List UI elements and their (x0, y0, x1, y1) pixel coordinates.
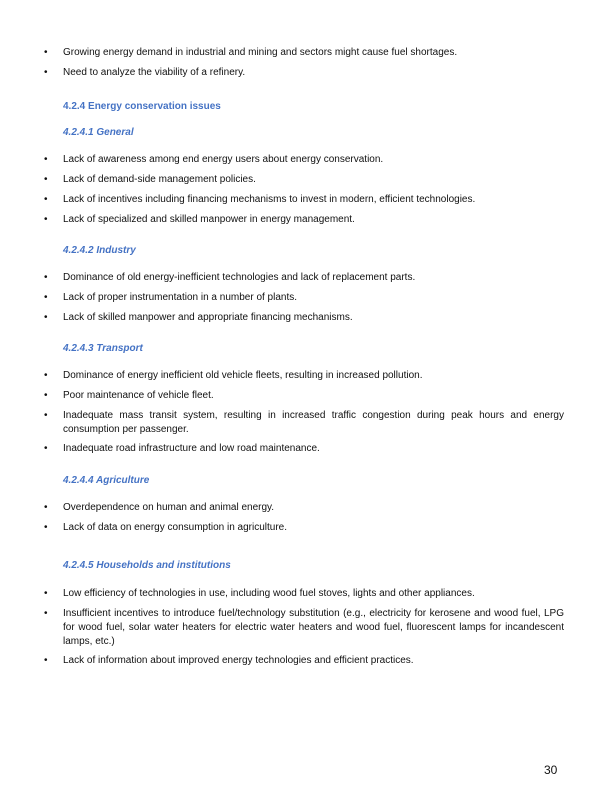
bullet-item: • Need to analyze the viability of a refinery. (44, 67, 246, 78)
bullet-icon: • (44, 67, 48, 78)
bullet-icon: • (44, 47, 48, 58)
section-heading: 4.2.4 Energy conservation issues (63, 101, 221, 112)
bullet-item: • Lack of information about improved energy technologies and efficient practices. (44, 655, 414, 666)
subsection-heading: 4.2.4.1 General (63, 127, 134, 138)
subsection-heading: 4.2.4.3 Transport (63, 343, 143, 354)
bullet-item: • Inadequate road infrastructure and low road maintenance. (44, 443, 320, 454)
subsection-heading: 4.2.4.4 Agriculture (63, 475, 150, 486)
bullet-icon: • (44, 292, 48, 303)
bullet-item: • Lack of awareness among end energy users about energy conservation. (44, 154, 384, 165)
bullet-item: • Growing energy demand in industrial and mining and sectors might cause fuel shortages. (44, 47, 458, 58)
bullet-icon: • (44, 154, 48, 165)
bullet-icon: • (44, 174, 48, 185)
page-number: 30 (544, 763, 558, 777)
bullet-item: • Overdependence on human and animal energy. (44, 502, 275, 513)
bullet-icon: • (44, 390, 48, 401)
bullet-item: • Insufficient incentives to introduce fuel/technology substitution (e.g., electricity for kerosene and wood fuel, LPG for wood fuel, solar water heaters for electric water heaters and wood fuel, fluorescent lamps for incandescent lamps, etc.) (44, 608, 564, 647)
bullet-icon: • (44, 522, 48, 533)
bullet-icon: • (44, 272, 48, 283)
bullet-icon: • (44, 410, 48, 421)
bullet-item: • Lack of proper instrumentation in a number of plants. (44, 292, 298, 303)
bullet-icon: • (44, 608, 48, 619)
bullet-item: • Poor maintenance of vehicle fleet. (44, 390, 214, 401)
subsection-heading: 4.2.4.2 Industry (63, 245, 136, 256)
bullet-item: • Lack of incentives including financing mechanisms to invest in modern, efficient technologies. (44, 194, 476, 205)
bullet-icon: • (44, 443, 48, 454)
bullet-icon: • (44, 194, 48, 205)
bullet-icon: • (44, 588, 48, 599)
bullet-item: • Dominance of old energy-inefficient technologies and lack of replacement parts. (44, 272, 416, 283)
bullet-icon: • (44, 214, 48, 225)
bullet-item: • Lack of skilled manpower and appropriate financing mechanisms. (44, 312, 353, 323)
bullet-icon: • (44, 312, 48, 323)
bullet-item: • Lack of specialized and skilled manpower in energy management. (44, 214, 355, 225)
subsection-heading: 4.2.4.5 Households and institutions (63, 560, 231, 571)
bullet-icon: • (44, 655, 48, 666)
bullet-item: • Lack of data on energy consumption in agriculture. (44, 522, 288, 533)
bullet-item: • Low efficiency of technologies in use, including wood fuel stoves, lights and other appliances. (44, 588, 475, 599)
bullet-item: • Dominance of energy inefficient old vehicle fleets, resulting in increased pollution. (44, 370, 423, 381)
bullet-item: • Inadequate mass transit system, resulting in increased traffic congestion during peak hours and energy consumption per passenger. (44, 410, 564, 435)
bullet-item: • Lack of demand-side management policies. (44, 174, 256, 185)
bullet-icon: • (44, 370, 48, 381)
bullet-icon: • (44, 502, 48, 513)
